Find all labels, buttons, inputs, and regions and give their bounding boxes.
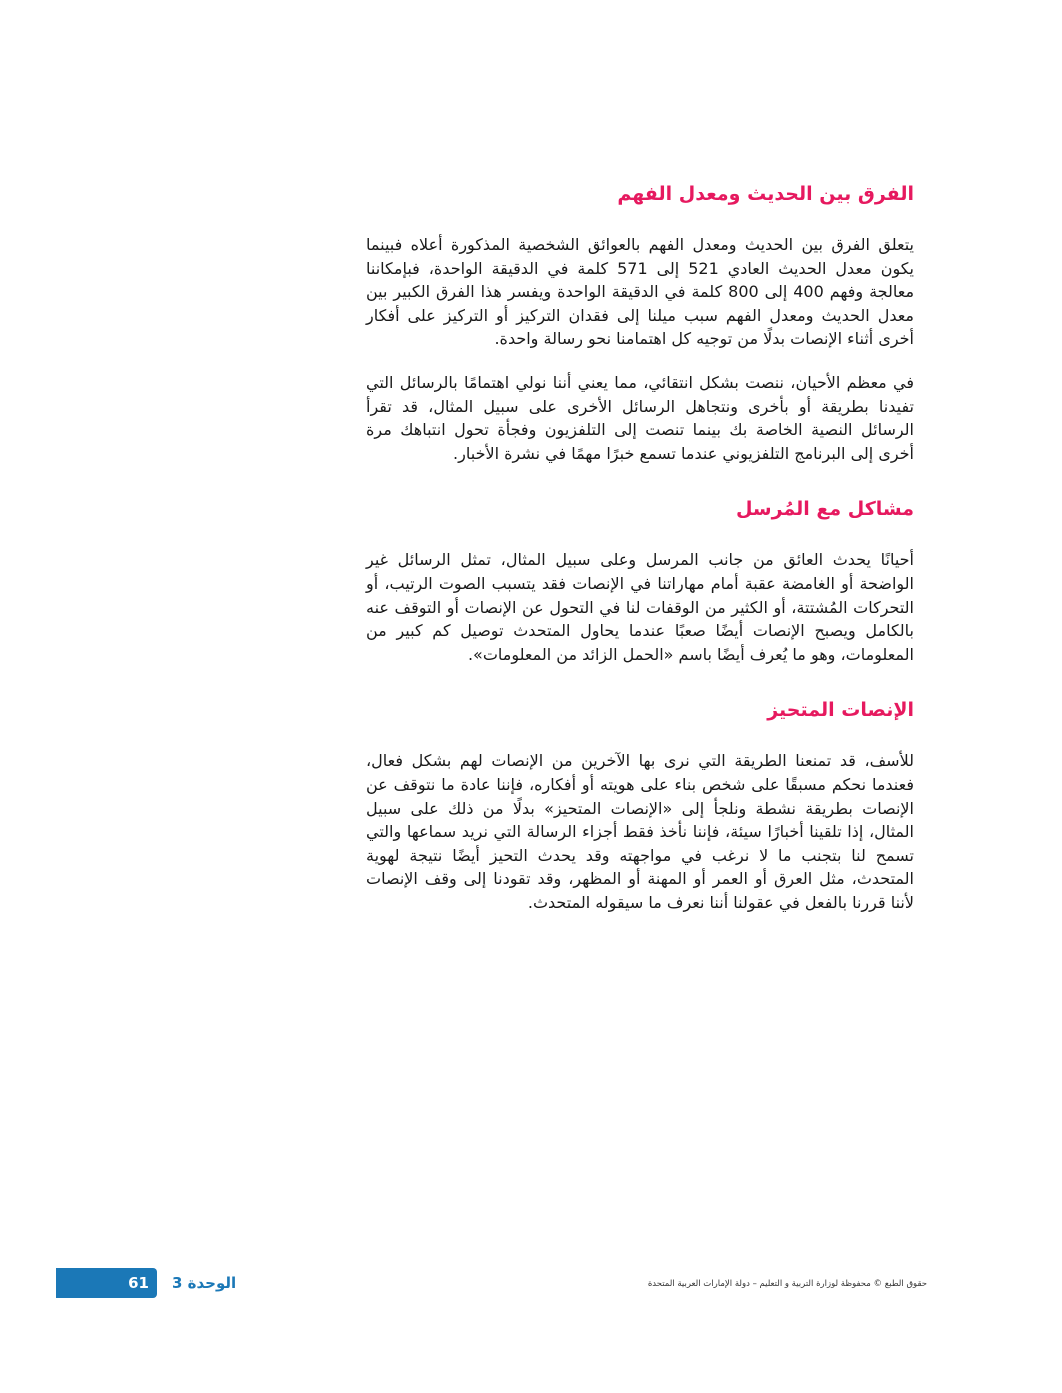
unit-label: الوحدة 3 <box>172 1274 237 1292</box>
section-title: الإنصات المتحيز <box>767 699 914 722</box>
copyright-notice: حقوق الطبع © محفوظة لوزارة التربية و التعليم – دولة الإمارات العربية المتحدة <box>647 1279 927 1289</box>
paragraph: يتعلق الفرق بين الحديث ومعدل الفهم بالعوائق الشخصية المذكورة أعلاه فبينما يكون معدل الحديث العادي 521 إلى 571 كلمة في الدقيقة الواحدة، فبإمكاننا معالجة وفهم 400 إلى 800 كلمة في الدقيقة الواحدة ويفسر هذا الفرق الكبير بين معدل الحديث ومعدل الفهم سبب ميلنا إلى فقدان التركيز أو التركيز على أفكار أخرى أثناء الإنصات بدلًا من توجيه كل اهتمامنا نحو رسالة واحدة. <box>366 235 915 349</box>
page-content <box>366 176 914 914</box>
paragraph: أحيانًا يحدث العائق من جانب المرسل وعلى سبيل المثال، تمثل الرسائل غير الواضحة أو الغامضة عقبة أمام مهاراتنا في الإنصات فقد يتسبب الصوت الرتيب، أو التحركات المُشتتة، أو الكثير من الوقفات لنا في التحول عن الإنصات أو التوقف عنه بالكامل ويصبح الإنصات أيضًا صعبًا عندما يحاول المتحدث توصيل كم كبير من المعلومات، وهو ما يُعرف أيضًا باسم «الحمل الزائد من المعلومات». <box>366 550 914 664</box>
paragraph: في معظم الأحيان، ننصت بشكل انتقائي، مما يعني أننا نولي اهتمامًا بالرسائل التي تفيدنا بطريقة أو بأخرى ونتجاهل الرسائل الأخرى على سبيل المثال، قد تقرأ الرسائل النصية الخاصة بك بينما تنصت إلى التلفزيون وفجأة تحول انتباهك مرة أخرى إلى البرنامج التلفزيوني عندما تسمع خبرًا مهمًا في نشرة الأخبار. <box>366 372 914 463</box>
section-speech-vs-comprehension <box>366 176 914 465</box>
page-number: 61 <box>128 1274 149 1292</box>
section-title: مشاكل مع المُرسل <box>735 498 914 521</box>
section-sender-problems <box>366 491 914 666</box>
page-number-tab <box>56 1268 157 1298</box>
section-biased-listening <box>366 692 914 914</box>
section-title: الفرق بين الحديث ومعدل الفهم <box>617 183 914 205</box>
page-footer <box>0 1268 1062 1298</box>
paragraph: للأسف، قد تمنعنا الطريقة التي نرى بها الآخرين من الإنصات لهم بشكل فعال، فعندما نحكم مسبقًا على شخص بناء على هويته أو أفكاره، فإننا عادة ما نتوقف عن الإنصات بطريقة نشطة ونلجأ إلى «الإنصات المتحيز» بدلًا من ذلك على سبيل المثال، إذا تلقينا أخبارًا سيئة، فإننا نأخذ فقط أجزاء الرسالة التي نريد سماعها والتي تسمح لنا بتجنب ما لا نرغب في مواجهته وقد يحدث التحيز أيضًا نتيجة لهوية المتحدث، مثل العرق أو العمر أو المهنة أو المظهر، وقد تقودنا إلى وقف الإنصات لأننا قررنا بالفعل في عقولنا أننا نعرف ما سيقوله المتحدث. <box>366 751 914 912</box>
